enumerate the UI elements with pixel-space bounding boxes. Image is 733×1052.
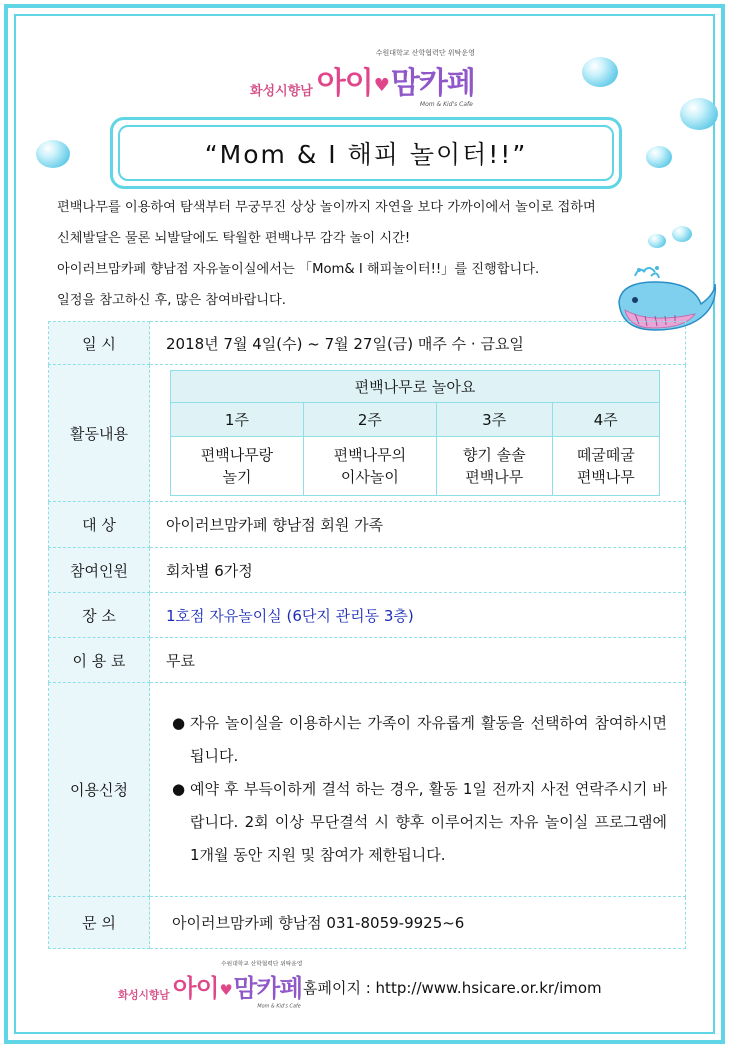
page-title: “Mom & I 해피 놀이터!!”: [118, 125, 614, 181]
program-info-table: [48, 321, 686, 949]
list-item: ● 예약 후 부득이하게 결석 하는 경우, 활동 1일 전까지 사전 연락주시기 바랍니다. 2회 이상 무단결석 시 향후 이루어지는 자유 놀이실 프로그램에 1개월 동안 지원 및 참여가 제한됩니다.: [166, 773, 667, 872]
apply-notes-cell: [150, 683, 686, 897]
row-label-apply: 이용신청: [49, 683, 150, 897]
table-row: [49, 683, 686, 897]
row-label-activity: 활동내용: [49, 365, 150, 502]
intro-line: 일정을 참고하신 후, 많은 참여바랍니다.: [57, 293, 286, 308]
activity-schedule-table: [170, 370, 660, 496]
week-activity: 편백나무랑 놀기: [171, 437, 304, 496]
fee-value: 무료: [150, 638, 686, 683]
week-header: 4주: [552, 403, 659, 437]
table-row: [49, 322, 686, 365]
footer-logo: [118, 960, 303, 1009]
logo-name-part2: 맘카페: [390, 66, 475, 101]
table-row: [49, 897, 686, 949]
logo-english-line: Mom & Kid's Cafe: [257, 1003, 301, 1009]
intro-line: 아이러브맘카페 향남점 자유놀이실에서는 「Mom& I 해피놀이터!!」를 진행합니다.: [57, 262, 540, 277]
header-logo: [250, 49, 475, 108]
homepage-link[interactable]: 홈페이지 : http://www.hsicare.or.kr/imom: [303, 979, 602, 997]
row-label-target: 대 상: [49, 502, 150, 548]
table-row: [49, 593, 686, 638]
title-frame: [110, 117, 622, 189]
inquiry-value: 아이러브맘카페 향남점 031-8059-9925~6: [150, 897, 686, 949]
week-header: 2주: [303, 403, 436, 437]
week-header: 1주: [171, 403, 304, 437]
bubble-decoration: [582, 57, 618, 87]
logo-name-part1: 아이: [316, 66, 373, 101]
logo-org-line: 수원대학교 산학협력단 위탁운영: [221, 960, 303, 968]
logo-prefix: 화성시향남: [118, 989, 170, 1002]
logo-english-line: Mom & Kid's Cafe: [419, 101, 473, 108]
row-label-place: 장 소: [49, 593, 150, 638]
table-row: [49, 502, 686, 548]
bullet-icon: ●: [172, 714, 186, 732]
activity-cell: [150, 365, 686, 502]
week-activity: 편백나무의 이사놀이: [303, 437, 436, 496]
participants-value: 회차별 6가정: [150, 548, 686, 593]
intro-line: 편백나무를 이용하여 탐색부터 무궁무진 상상 놀이까지 자연을 보다 가까이에서 놀이로 접하며: [57, 200, 596, 215]
activity-table-title: 편백나무로 놀아요: [171, 371, 660, 403]
heart-icon: ♥: [219, 981, 233, 1000]
table-row: [49, 638, 686, 683]
heart-icon: ♥: [373, 75, 390, 96]
row-label-inquiry: 문 의: [49, 897, 150, 949]
table-row: [49, 548, 686, 593]
row-label-date: 일 시: [49, 322, 150, 365]
date-value: 2018년 7월 4일(수) ~ 7월 27일(금) 매주 수 · 금요일: [150, 322, 686, 365]
bubble-decoration: [680, 98, 718, 130]
week-activity: 향기 솔솔 편백나무: [436, 437, 552, 496]
logo-name-part1: 아이: [172, 974, 219, 1004]
intro-line: 신체발달은 물론 뇌발달에도 탁월한 편백나무 감각 놀이 시간!: [57, 231, 411, 246]
bullet-icon: ●: [172, 780, 186, 798]
logo-name-part2: 맘카페: [233, 974, 303, 1004]
row-label-participants: 참여인원: [49, 548, 150, 593]
intro-text: [57, 192, 697, 316]
logo-prefix: 화성시향남: [250, 84, 313, 99]
week-header: 3주: [436, 403, 552, 437]
table-row: [49, 365, 686, 502]
logo-org-line: 수원대학교 산학협력단 위탁운영: [375, 49, 475, 57]
bubble-decoration: [646, 146, 672, 168]
place-value: 1호점 자유놀이실 (6단지 관리동 3층): [150, 593, 686, 638]
week-activity: 떼굴떼굴 편백나무: [552, 437, 659, 496]
target-value: 아이러브맘카페 향남점 회원 가족: [150, 502, 686, 548]
row-label-fee: 이 용 료: [49, 638, 150, 683]
apply-notes: [166, 707, 667, 872]
bubble-decoration: [36, 140, 70, 168]
list-item: ● 자유 놀이실을 이용하시는 가족이 자유롭게 활동을 선택하여 참여하시면 됩니다.: [166, 707, 667, 773]
